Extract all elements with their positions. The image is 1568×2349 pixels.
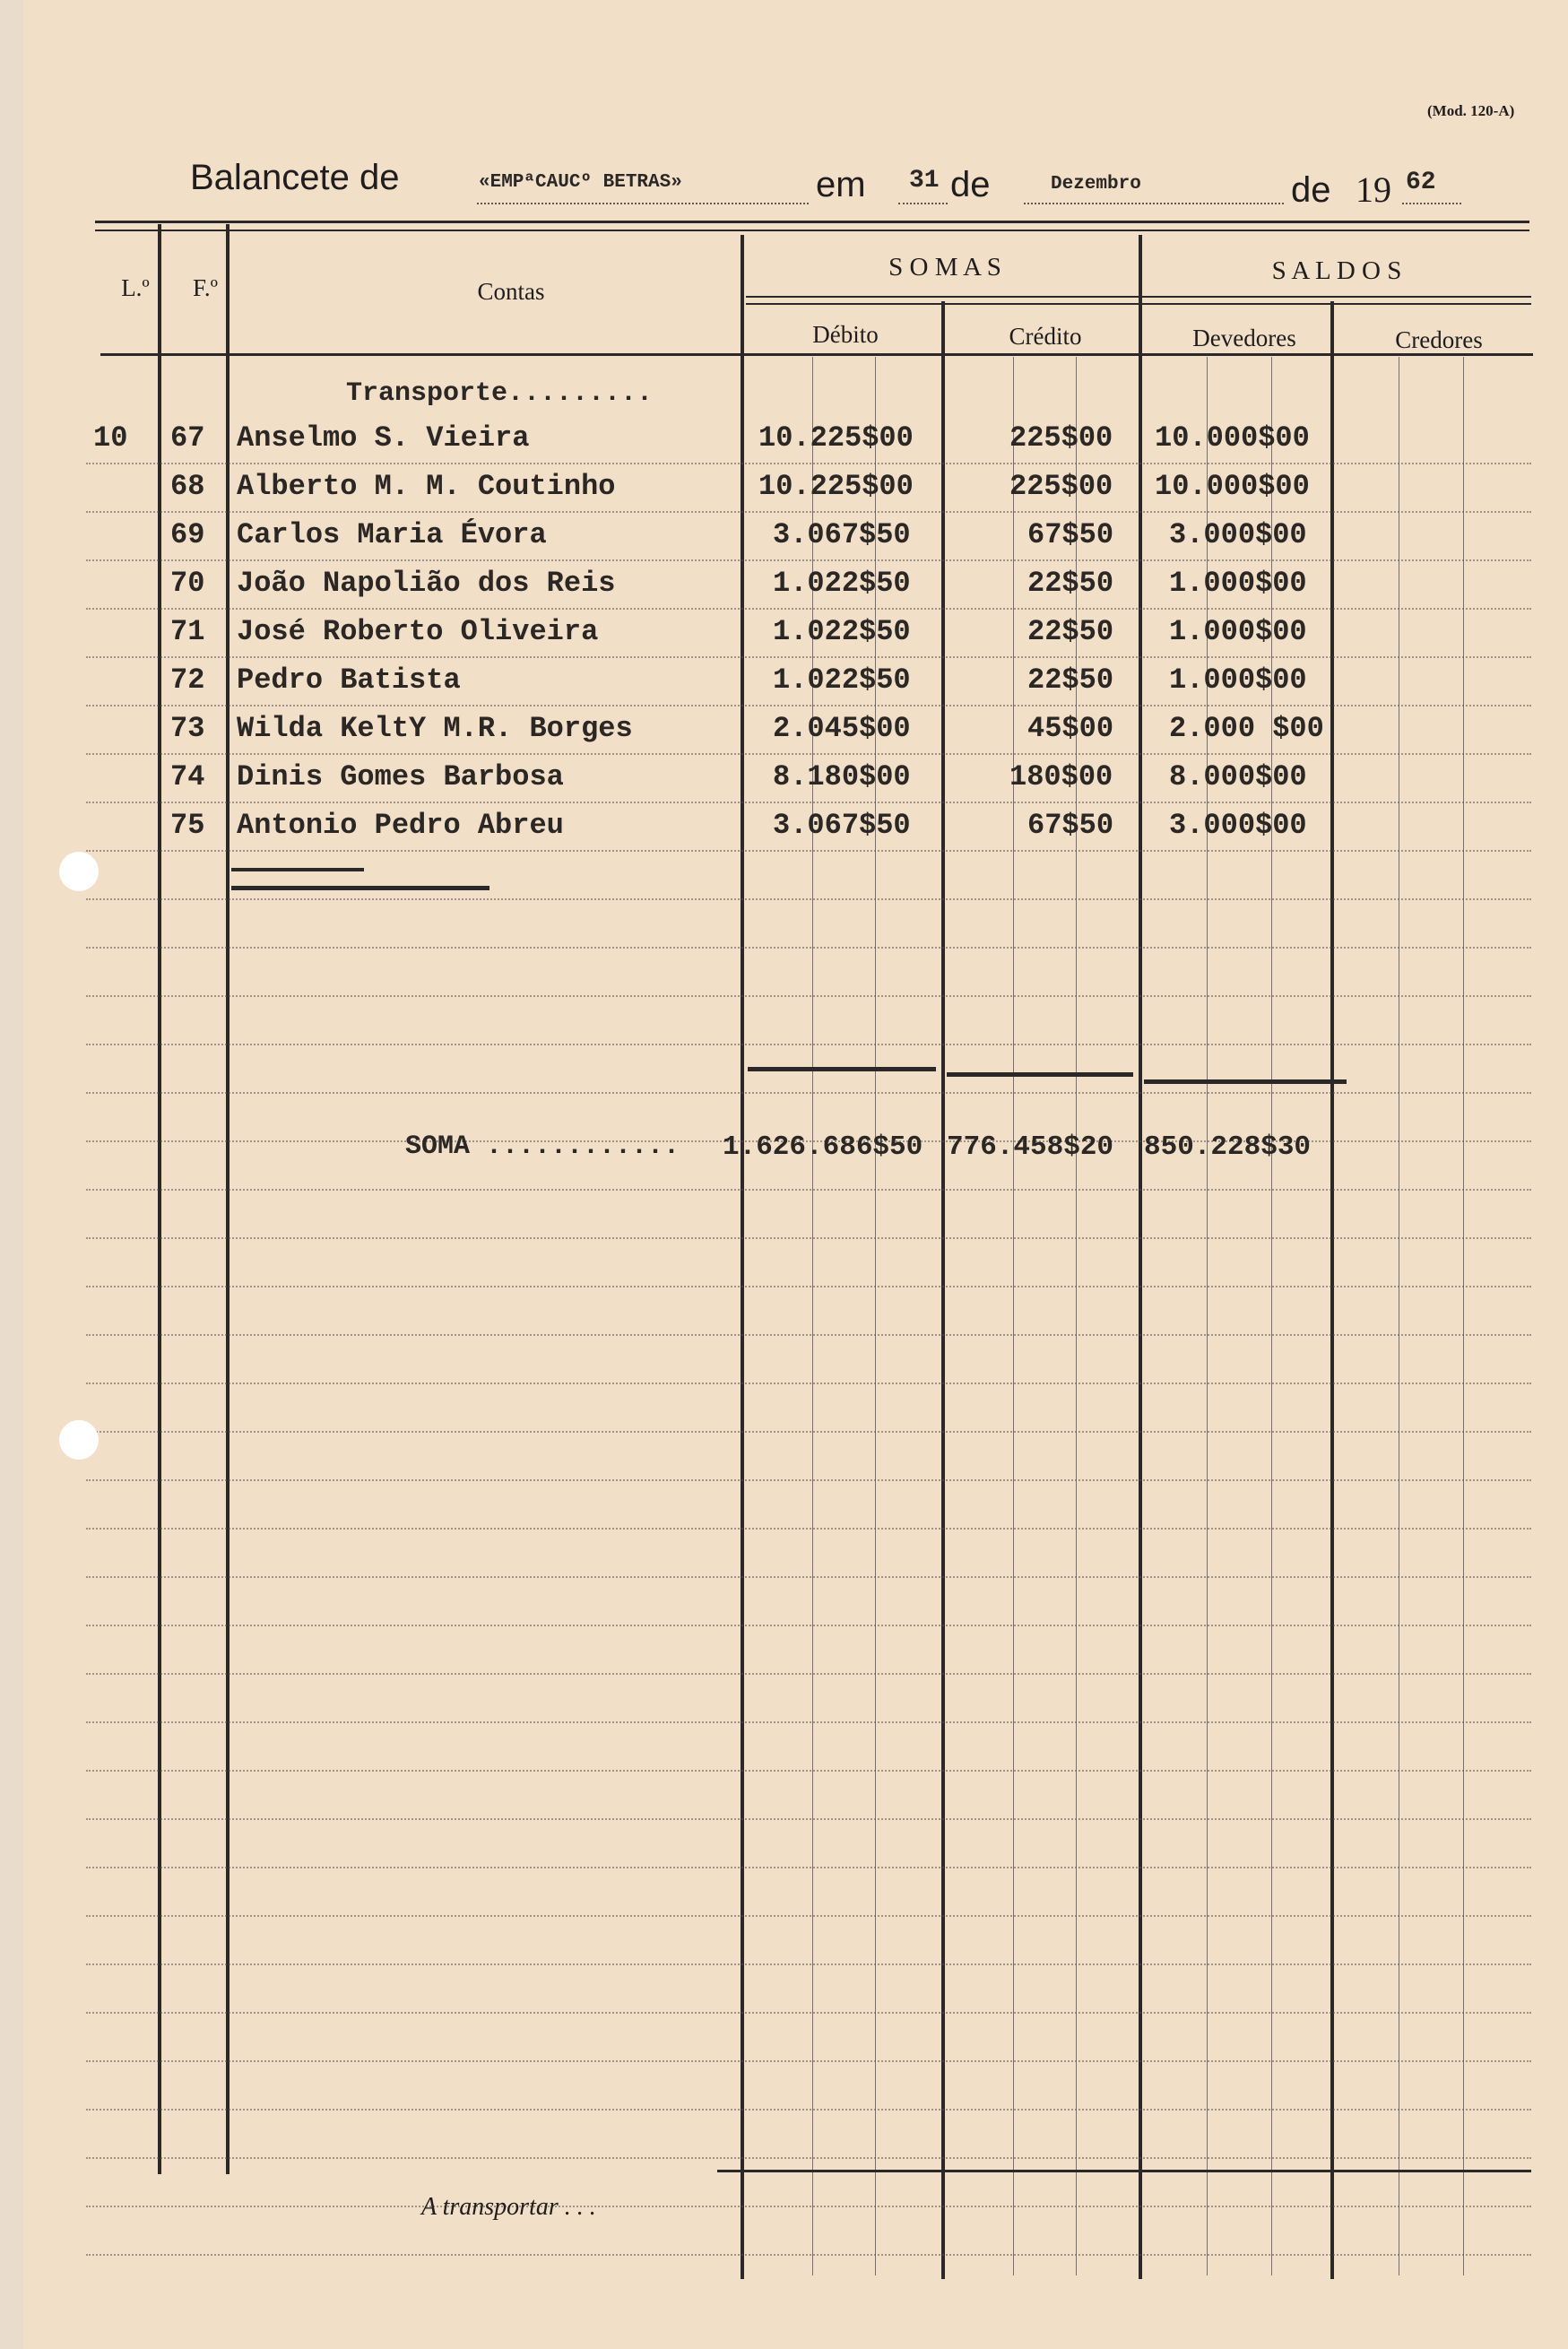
cell-debito: 1.022$50 xyxy=(773,615,911,648)
cell-folha: 71 xyxy=(170,615,205,648)
header-devedores: Devedores xyxy=(1192,325,1296,351)
title-line xyxy=(190,152,1463,215)
ledger-row xyxy=(23,563,1568,611)
cell-debito: 1.022$50 xyxy=(773,663,911,697)
cell-credito: 22$50 xyxy=(1027,615,1114,648)
cell-credito: 67$50 xyxy=(1027,518,1114,551)
cell-folha: 72 xyxy=(170,663,205,697)
ledger-row xyxy=(23,660,1568,708)
header-debito: Débito xyxy=(812,321,879,348)
cell-folha: 75 xyxy=(170,809,205,842)
cell-devedores: 1.000$00 xyxy=(1169,615,1307,648)
cell-conta: Carlos Maria Évora xyxy=(237,518,547,551)
a-transportar-label: A transportar . . . xyxy=(421,2193,596,2221)
ledger-row xyxy=(23,708,1568,757)
ruled-line xyxy=(86,2157,1531,2159)
ruled-line xyxy=(86,1528,1531,1530)
total-rule-devedores xyxy=(1144,1079,1347,1084)
cell-conta: Anselmo S. Vieira xyxy=(237,421,530,455)
ruled-line xyxy=(86,1576,1531,1578)
title-day: 31 xyxy=(909,167,940,195)
ruled-line xyxy=(86,1867,1531,1868)
ruled-line xyxy=(86,2109,1531,2111)
cell-credito: 22$50 xyxy=(1027,567,1114,600)
cell-credito: 225$00 xyxy=(1009,470,1113,503)
cell-devedores: 3.000$00 xyxy=(1169,518,1307,551)
soma-row xyxy=(23,1128,1568,1176)
cell-devedores: 3.000$00 xyxy=(1169,809,1307,842)
cell-folha: 74 xyxy=(170,760,205,793)
header-somas: S O M A S xyxy=(888,253,1001,282)
punch-hole xyxy=(59,1420,99,1460)
ledger-row xyxy=(23,515,1568,563)
ruled-line xyxy=(86,2012,1531,2014)
cell-livro: 10 xyxy=(93,421,128,455)
cell-folha: 68 xyxy=(170,470,205,503)
ruled-line xyxy=(86,1721,1531,1723)
cell-devedores: 10.000$00 xyxy=(1155,470,1310,503)
form-code: (Mod. 120-A) xyxy=(1427,102,1515,119)
cell-credito: 225$00 xyxy=(1009,421,1113,455)
ruled-line xyxy=(86,947,1531,949)
company-name: «EMPªCAUCº BETRAS» xyxy=(479,172,682,193)
cell-credito: 180$00 xyxy=(1009,760,1113,793)
header-credores: Credores xyxy=(1395,326,1483,353)
header-livro: L.º xyxy=(121,274,150,301)
ruled-line xyxy=(86,1915,1531,1917)
cell-conta: Antonio Pedro Abreu xyxy=(237,809,564,842)
title-month: Dezembro xyxy=(1051,174,1141,195)
cell-devedores: 1.000$00 xyxy=(1169,663,1307,697)
ruled-line xyxy=(86,2254,1531,2256)
cell-debito: 3.067$50 xyxy=(773,809,911,842)
ruled-line xyxy=(86,1479,1531,1481)
title-de2: de xyxy=(1291,170,1331,210)
closing-rule xyxy=(231,868,364,871)
ruled-line xyxy=(86,1383,1531,1384)
title-prefix: Balancete de xyxy=(190,158,400,197)
ruled-line xyxy=(86,1189,1531,1191)
cell-devedores: 2.000 $00 xyxy=(1169,712,1324,745)
title-year-prefix: 19 xyxy=(1356,169,1391,210)
ruled-line xyxy=(86,995,1531,997)
cell-conta: José Roberto Oliveira xyxy=(237,615,599,648)
cell-devedores: 8.000$00 xyxy=(1169,760,1307,793)
punch-hole xyxy=(59,852,99,891)
cell-conta: Pedro Batista xyxy=(237,663,461,697)
cell-debito: 2.045$00 xyxy=(773,712,911,745)
ledger-row xyxy=(23,418,1568,466)
cell-devedores: 1.000$00 xyxy=(1169,567,1307,600)
cell-folha: 73 xyxy=(170,712,205,745)
ruled-line xyxy=(86,1286,1531,1287)
cell-folha: 67 xyxy=(170,421,205,455)
title-de1: de xyxy=(950,165,991,204)
ledger-row xyxy=(23,611,1568,660)
ruled-line xyxy=(86,2206,1531,2207)
cell-debito: 1.022$50 xyxy=(773,567,911,600)
title-em: em xyxy=(816,165,866,204)
ruled-line xyxy=(86,1044,1531,1045)
ruled-line xyxy=(86,1092,1531,1094)
soma-label: SOMA ............ xyxy=(405,1131,680,1162)
cell-debito: 10.225$00 xyxy=(758,421,914,455)
transporte-label: Transporte......... xyxy=(346,378,654,409)
cell-debito: 10.225$00 xyxy=(758,470,914,503)
cell-conta: João Napolião dos Reis xyxy=(237,567,616,600)
ruled-line xyxy=(86,1770,1531,1772)
cell-conta: Wilda KeltY M.R. Borges xyxy=(237,712,633,745)
total-rule-debito xyxy=(748,1067,936,1071)
soma-debito: 1.626.686$50 xyxy=(723,1131,923,1163)
title-year-suffix: 62 xyxy=(1406,169,1436,196)
cell-devedores: 10.000$00 xyxy=(1155,421,1310,455)
ruled-line xyxy=(86,1818,1531,1820)
total-rule-credito xyxy=(947,1072,1133,1077)
ruled-line xyxy=(86,1673,1531,1675)
cell-conta: Dinis Gomes Barbosa xyxy=(237,760,564,793)
soma-devedores: 850.228$30 xyxy=(1144,1131,1312,1163)
ruled-line xyxy=(86,1963,1531,1965)
ruled-line xyxy=(86,1431,1531,1433)
cell-credito: 67$50 xyxy=(1027,809,1114,842)
ruled-line xyxy=(86,898,1531,900)
cell-folha: 70 xyxy=(170,567,205,600)
cell-debito: 8.180$00 xyxy=(773,760,911,793)
cell-credito: 22$50 xyxy=(1027,663,1114,697)
header-contas: Contas xyxy=(477,278,545,305)
cell-conta: Alberto M. M. Coutinho xyxy=(237,470,616,503)
header-credito: Crédito xyxy=(1009,323,1082,350)
ruled-line xyxy=(86,1625,1531,1626)
ledger-row xyxy=(23,805,1568,854)
cell-credito: 45$00 xyxy=(1027,712,1114,745)
header-folha: F.º xyxy=(193,274,218,301)
closing-rule-long xyxy=(231,886,489,890)
cell-folha: 69 xyxy=(170,518,205,551)
ruled-line xyxy=(86,2060,1531,2062)
ledger-row xyxy=(23,757,1568,805)
ledger-row xyxy=(23,466,1568,515)
header-saldos: S A L D O S xyxy=(1271,256,1402,285)
ruled-line xyxy=(86,1334,1531,1336)
soma-credito: 776.458$20 xyxy=(947,1131,1114,1163)
cell-debito: 3.067$50 xyxy=(773,518,911,551)
ruled-line xyxy=(86,1237,1531,1239)
balancete-sheet xyxy=(23,0,1568,2349)
